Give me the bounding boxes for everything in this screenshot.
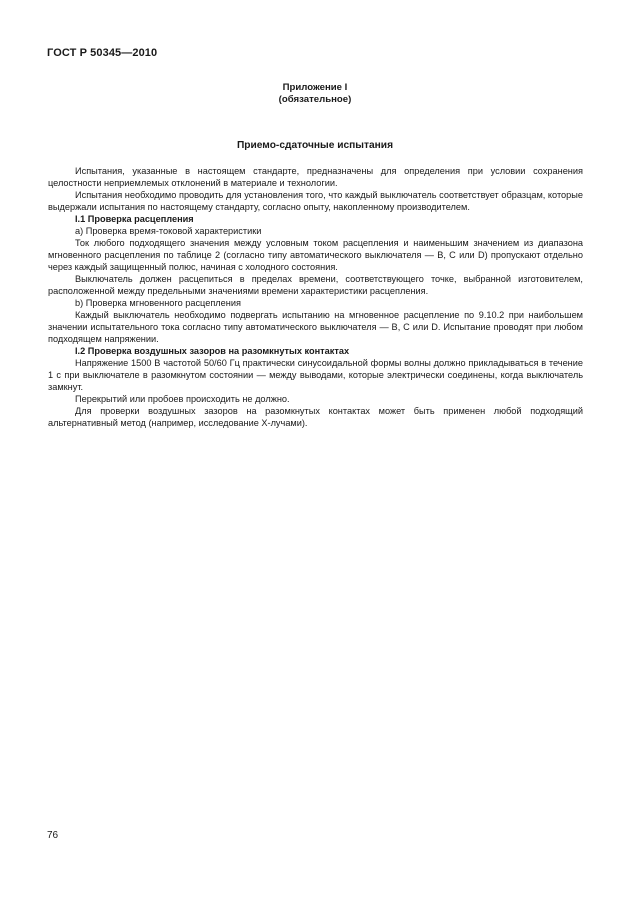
paragraph-purpose: Испытания необходимо проводить для установления того, что каждый выключатель соответствует образцам, которые выдержали испытания по настоящему стандарту, согласно опыту, накопленному производителем. [48,190,583,212]
subsection-heading-i1: I.1 Проверка расцепления [75,214,194,224]
paragraph-current-test: Ток любого подходящего значения между условным током расцепления и наименьшим значением из диапазона мгновенного расцепления по таблице 2 (согласно типу автоматического выключателя — B, C или D) пропускают отдельно через каждый защищенный полюс, начиная с холодного состояния. [48,238,583,272]
item-b-heading: b) Проверка мгновенного расцепления [75,298,241,308]
paragraph-intro: Испытания, указанные в настоящем стандарте, предназначены для определения при условии сохранения целостности неприемлемых отклонений в материале и технологии. [48,166,583,188]
appendix-subtitle: (обязательное) [278,94,352,105]
paragraph-voltage-test: Напряжение 1500 В частотой 50/60 Гц практически синусоидальной формы волны должно прикладываться в течение 1 с при выключателе в разомкнутом состоянии — между выводами, которые электрически соединены, когда выключатель замкнут. [48,358,583,392]
paragraph-alt-method: Для проверки воздушных зазоров на разомкнутых контактах может быть применен любой подходящий альтернативный метод (например, исследование X-лучами). [48,406,583,428]
subsection-heading-i2: I.2 Проверка воздушных зазоров на разомкнутых контактах [75,346,350,356]
section-title: Приемо-сдаточные испытания [236,140,394,151]
appendix-heading [0,82,630,106]
paragraph-no-breakdown: Перекрытий или пробоев происходить не должно. [75,394,290,404]
paragraph-trip-time: Выключатель должен расцепиться в пределах времени, соответствующего точке, выбранной изготовителем, расположенной между предельными значениями времени характеристики расцепления. [48,274,583,296]
paragraph-instant-trip: Каждый выключатель необходимо подвергать испытанию на мгновенное расцепление по 9.10.2 при наибольшем значении испытательного тока согласно типу автоматического выключателя — B, C или D. Испытание проводят при любом подходящем напряжении. [48,310,583,344]
body-text [48,165,583,429]
document-id: ГОСТ Р 50345—2010 [47,47,158,59]
item-a-heading: a) Проверка время-токовой характеристики [75,226,262,236]
page-number: 76 [47,830,59,841]
appendix-title: Приложение I [282,82,348,93]
